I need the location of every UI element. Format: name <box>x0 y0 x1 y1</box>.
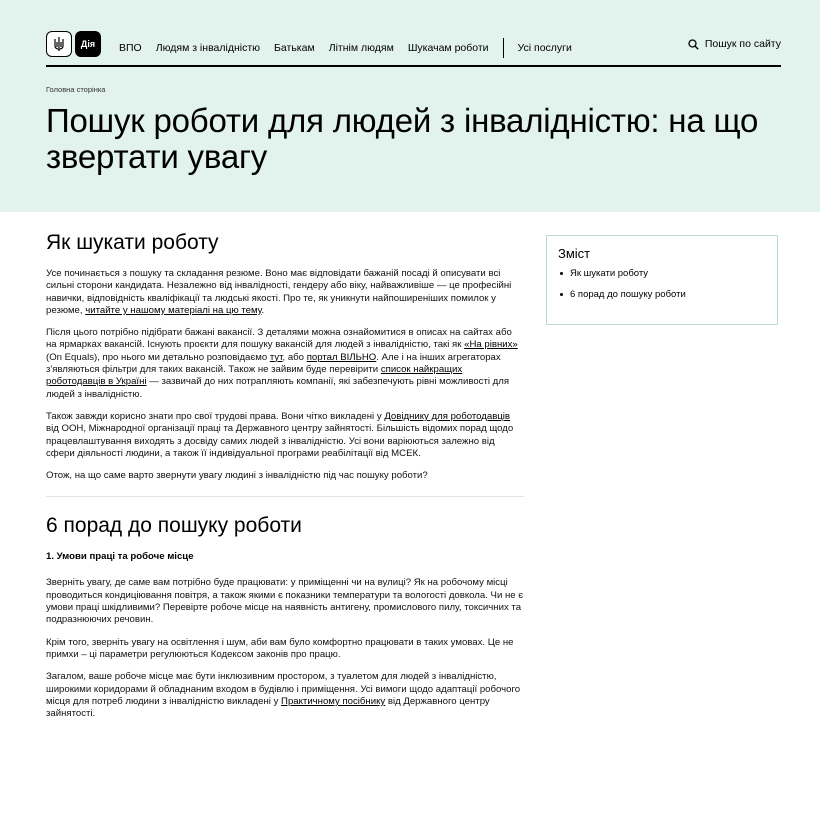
paragraph: Після цього потрібно підібрати бажані вакансії. З деталями можна ознайомитися в описах на сайтах або на ярмарках вакансій. Існують проєкти для пошуку вакансій для людей з інвалідністю, такі як «На рівних» (On Equals), про нього ми детально розповідаємо тут, або портал ВІЛЬНО. Але і на інших агрегаторах з'являються фільтри для таких вакансій. Також не зайвим буде перевірити список найкращих роботодавців в Україні — зазвичай до них потрапляють компанії, які забезпечують рівні можливості для людей з інвалідністю. <box>46 327 518 400</box>
nav-links <box>119 38 586 58</box>
na-rivnykh-link[interactable]: «На рівних» <box>464 339 518 351</box>
page-title: Пошук роботи для людей з інвалідністю: на що звертати увагу <box>46 102 759 175</box>
trident-icon <box>53 36 65 52</box>
article-content <box>46 230 524 730</box>
diia-logo[interactable]: Дія <box>75 31 101 57</box>
toc-list <box>558 268 766 300</box>
coat-of-arms-logo[interactable] <box>46 31 72 57</box>
toc-item-how-to-search[interactable]: Як шукати роботу <box>570 268 766 279</box>
site-search-button[interactable] <box>688 38 781 50</box>
nav-link-parents[interactable]: Батькам <box>274 42 315 54</box>
subheading-working-conditions: 1. Умови праці та робоче місце <box>46 551 194 563</box>
nav-link-job-seekers[interactable]: Шукачам роботи <box>407 42 489 54</box>
practical-guide-link[interactable]: Практичному посібнику <box>281 695 386 707</box>
toc-title: Зміст <box>558 246 591 261</box>
resume-article-link[interactable]: читайте у нашому матеріалі на цю тему <box>85 304 262 316</box>
paragraph: Усе починається з пошуку та складання резюме. Воно має відповідати бажаній посаді й описувати всі сильні сторони кандидата. Незалежно від інвалідності, гендеру або віку, найважливіше — це професійні навички, відповідність кваліфікації та людські якості. Про те, як уникнути найпоширеніших помилок у резюме, читайте у нашому матеріалі на цю тему. <box>46 268 512 316</box>
search-icon <box>688 39 699 50</box>
paragraph: Загалом, ваше робоче місце має бути інклюзивним простором, з туалетом для людей з інвалідністю, широкими коридорами й обладнаним входом в будівлю і приміщення. Усі вимоги щодо адаптації робочого місця для потреб людини з інвалідністю викладені у Практичному посібнику від Державного центру зайнятості. <box>46 671 521 720</box>
nav-divider <box>503 38 504 58</box>
nav-link-disability[interactable]: Людям з інвалідністю <box>155 42 261 54</box>
nav-link-all-services[interactable]: Усі послуги <box>517 42 572 54</box>
table-of-contents <box>546 235 778 325</box>
employers-guide-link[interactable]: Довіднику для роботодавців <box>384 410 511 422</box>
paragraph: Отож, на що саме варто звернути увагу людині з інвалідністю під час пошуку роботи? <box>46 470 428 482</box>
paragraph: Також завжди корисно знати про свої трудові права. Вони чітко викладені у Довіднику для роботодавців від ООН, Міжнародної організації праці та Державного центру зайнятості. Більшість відомих порад щодо працевлаштування виходять з досвіду самих людей з інвалідністю. Усі вони варіюються залежно від сфери діяльності людини, а також її індивідуальної програми реабілітації від МСЕК. <box>46 410 514 459</box>
nav-link-vpo[interactable]: ВПО <box>119 42 142 54</box>
paragraph: Зверніть увагу, де саме вам потрібно буде працювати: у приміщенні чи на вулиці? Як на робочому місці проводиться кондиціювання повітря, а також якими є показники температури та вологості довкола. Чи не є умови праці шкідливими? Перевірте робоче місце на наявність антигену, промислового пилу, токсичних та подразнюючих речовин. <box>46 577 524 626</box>
here-link[interactable]: тут <box>269 351 283 363</box>
section-heading-six-tips: 6 порад до пошуку роботи <box>46 514 302 538</box>
section-divider <box>46 496 524 497</box>
section-heading-how-to-search: Як шукати роботу <box>46 231 219 254</box>
paragraph: Крім того, зверніть увагу на освітлення і шум, аби вам було комфортно працювати в таких умовах. Це не примхи – ці параметри регулюються Кодексом законів про працю. <box>46 636 514 660</box>
toc-item-six-tips[interactable]: 6 порад до пошуку роботи <box>570 289 766 300</box>
nav-link-elderly[interactable]: Літнім людям <box>328 42 394 54</box>
best-employers-link[interactable]: список найкращих роботодавців в Україні <box>46 364 463 388</box>
search-label: Пошук по сайту <box>704 38 781 50</box>
vilno-portal-link[interactable]: портал ВІЛЬНО <box>306 351 377 363</box>
top-navigation <box>46 31 781 67</box>
breadcrumb[interactable]: Головна сторінка <box>46 85 106 94</box>
